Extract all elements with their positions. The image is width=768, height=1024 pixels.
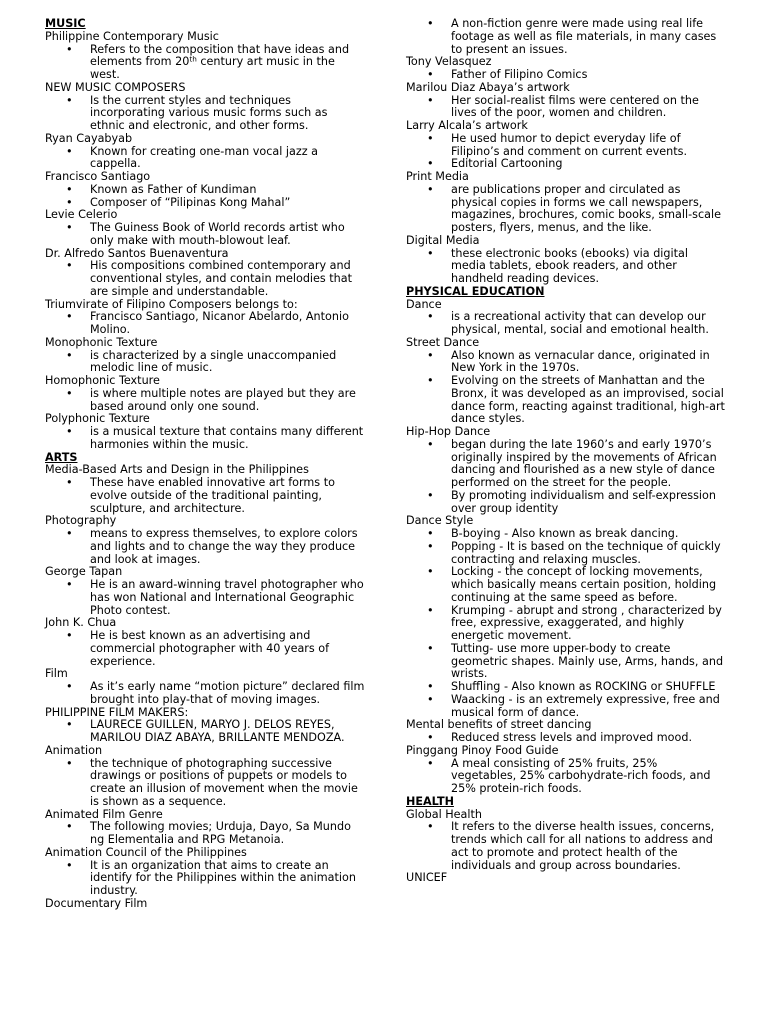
bullet-list: [45, 681, 365, 707]
bullet-item: • the technique of photographing successive drawings or positions of puppets or models to create an illusion of movement when the movie is shown as a sequence.: [45, 758, 365, 809]
bullet-item: • Waacking - is an extremely expressive, free and musical form of dance.: [406, 694, 726, 720]
bullet-item: • A meal consisting of 25% fruits, 25% vegetables, 25% carbohydrate-rich foods, and 25% protein-rich foods.: [406, 758, 726, 796]
bullet-item: • These have enabled innovative art forms to evolve outside of the traditional painting, sculpture, and architecture.: [45, 477, 365, 515]
bullet-item: • B-boying - Also known as break dancing.: [406, 528, 726, 541]
term-media-based-arts-and-design-in-the-philippines: Media-Based Arts and Design in the Philippines: [45, 463, 309, 477]
bullet-item: • means to express themselves, to explore colors and lights and to change the way they produce and look at images.: [45, 528, 365, 566]
bullet-item: • LAURECE GUILLEN, MARYO J. DELOS REYES, MARILOU DIAZ ABAYA, BRILLANTE MENDOZA.: [45, 719, 365, 745]
bullet-item: • Her social-realist films were centered on the lives of the poor, women and children.: [406, 95, 726, 121]
bullet-list: [406, 69, 726, 82]
bullet-item: • The Guiness Book of World records artist who only make with mouth-blowout leaf.: [45, 222, 365, 248]
term-marilou-diaz-abaya-s-artwork: Marilou Diaz Abaya’s artwork: [406, 80, 570, 94]
bullet-item: • is a musical texture that contains many different harmonies within the music.: [45, 426, 365, 452]
term-francisco-santiago: Francisco Santiago: [45, 170, 151, 183]
right-column: [406, 18, 726, 885]
bullet-list: [45, 860, 365, 898]
term-new-music-composers: NEW MUSIC COMPOSERS: [45, 80, 186, 94]
term-john-k-chua: John K. Chua: [45, 616, 117, 630]
bullet-item: • He is an award-winning travel photographer who has won National and International Geographic Photo contest.: [45, 579, 365, 617]
term-polyphonic-texture: Polyphonic Texture: [45, 412, 150, 426]
term-animated-film-genre: Animated Film Genre: [45, 807, 163, 821]
bullet-item: • It refers to the diverse health issues, concerns, trends which call for all nations to address and act to promote and protect health of the individuals and group across boundaries.: [406, 821, 726, 872]
term-levie-celerio: Levie Celerio: [45, 208, 118, 222]
bullet-item: • is where multiple notes are played but they are based around only one sound.: [45, 388, 365, 414]
section-heading-physical-education: PHYSICAL EDUCATION: [406, 284, 545, 298]
bullet-item: • Reduced stress levels and improved mood.: [406, 732, 726, 745]
term-mental-benefits-of-street-dancing: Mental benefits of street dancing: [406, 718, 592, 732]
bullet-item: • Popping - It is based on the technique of quickly contracting and relaxing muscles.: [406, 541, 726, 567]
term-ryan-cayabyab: Ryan Cayabyab: [45, 131, 133, 145]
bullet-item: • is a recreational activity that can develop our physical, mental, social and emotional health.: [406, 311, 726, 337]
term-george-tapan: George Tapan: [45, 565, 123, 579]
bullet-list: [45, 630, 365, 668]
bullet-list: [406, 758, 726, 796]
term-dance-style: Dance Style: [406, 514, 474, 528]
bullet-item: • Shuffling - Also known as ROCKING or SHUFFLE: [406, 681, 726, 694]
bullet-list: [45, 311, 365, 337]
bullet-list: [45, 719, 365, 745]
section-heading-health: HEALTH: [406, 794, 454, 808]
bullet-list: [45, 44, 365, 82]
bullet-item: • Is the current styles and techniques incorporating various music forms such as ethnic and electronic, and other forms.: [45, 95, 365, 133]
bullet-list: [406, 732, 726, 745]
term-hip-hop-dance: Hip-Hop Dance: [406, 425, 491, 438]
bullet-list: [406, 248, 726, 286]
term-larry-alcala-s-artwork: Larry Alcala’s artwork: [406, 119, 528, 132]
bullet-item: • Known for creating one-man vocal jazz a cappella.: [45, 146, 365, 172]
bullet-list: [406, 311, 726, 337]
bullet-list: [45, 477, 365, 515]
term-print-media: Print Media: [406, 170, 469, 183]
bullet-list: [45, 146, 365, 172]
bullet-item: • Editorial Cartooning: [406, 158, 726, 171]
bullet-item: • Father of Filipino Comics: [406, 69, 726, 82]
bullet-item: • Tutting- use more upper-body to create geometric shapes. Mainly use, Arms, hands, and wrists.: [406, 643, 726, 681]
bullet-item: • He is best known as an advertising and commercial photographer with 40 years of experience.: [45, 630, 365, 668]
term-documentary-film: Documentary Film: [45, 896, 148, 910]
term-philippine-contemporary-music: Philippine Contemporary Music: [45, 29, 219, 43]
bullet-list: [406, 18, 726, 56]
bullet-item: • began during the late 1960’s and early 1970’s originally inspired by the movements of African dancing and flourished as a new style of dance performed on the street for the people.: [406, 439, 726, 490]
term-dance: Dance: [406, 297, 442, 311]
bullet-item: • Locking - the concept of locking movements, which basically means certain position, holding continuing at the same speed as before.: [406, 566, 726, 604]
bullet-list: [45, 388, 365, 414]
bullet-list: [45, 426, 365, 452]
bullet-list: [45, 222, 365, 248]
bullet-item: • Krumping - abrupt and strong , characterized by free, expressive, exaggerated, and highly energetic movement.: [406, 605, 726, 643]
term-film: Film: [45, 667, 68, 681]
bullet-item: • It is an organization that aims to create an identify for the Philippines within the animation industry.: [45, 860, 365, 898]
bullet-list: [45, 95, 365, 133]
bullet-list: [406, 821, 726, 872]
bullet-list: [45, 350, 365, 376]
bullet-item: • Refers to the composition that have ideas and elements from 20th century art music in the west.: [45, 44, 365, 82]
bullet-list: [406, 133, 726, 171]
bullet-item: • Evolving on the streets of Manhattan and the Bronx, it was developed as an improvised, social dance form, reacting against traditional, high-art dance styles.: [406, 375, 726, 426]
term-tony-velasquez: Tony Velasquez: [406, 55, 492, 69]
bullet-item: • Composer of “Pilipinas Kong Mahal”: [45, 197, 365, 210]
term-animation-council-of-the-philippines: Animation Council of the Philippines: [45, 845, 247, 859]
bullet-item: • The following movies; Urduja, Dayo, Sa Mundo ng Elementalia and RPG Metanoia.: [45, 821, 365, 847]
term-monophonic-texture: Monophonic Texture: [45, 335, 158, 349]
bullet-list: [45, 579, 365, 617]
bullet-item: • is characterized by a single unaccompanied melodic line of music.: [45, 350, 365, 376]
term-photography: Photography: [45, 514, 117, 528]
bullet-item: • He used humor to depict everyday life of Filipino’s and comment on current events.: [406, 133, 726, 159]
term-dr-alfredo-santos-buenaventura: Dr. Alfredo Santos Buenaventura: [45, 246, 229, 260]
term-street-dance: Street Dance: [406, 335, 480, 349]
bullet-list: [45, 758, 365, 809]
bullet-item: • As it’s early name “motion picture” declared film brought into play-that of moving images.: [45, 681, 365, 707]
term-pinggang-pinoy-food-guide: Pinggang Pinoy Food Guide: [406, 743, 559, 757]
bullet-list: [406, 439, 726, 516]
term-unicef: UNICEF: [406, 871, 448, 885]
bullet-item: • Also known as vernacular dance, originated in New York in the 1970s.: [406, 350, 726, 376]
bullet-item: • these electronic books (ebooks) via digital media tablets, ebook readers, and other handheld reading devices.: [406, 248, 726, 286]
bullet-list: [406, 95, 726, 121]
bullet-item: • Francisco Santiago, Nicanor Abelardo, Antonio Molino.: [45, 311, 365, 337]
bullet-item: • A non-fiction genre were made using real life footage as well as file materials, in many cases to present an issues.: [406, 18, 726, 56]
term-digital-media: Digital Media: [406, 233, 480, 247]
bullet-list: [406, 528, 726, 719]
section-heading-arts: ARTS: [45, 450, 78, 464]
term-triumvirate-of-filipino-composers-belongs-to: Triumvirate of Filipino Composers belongs to:: [45, 297, 298, 311]
bullet-list: [45, 821, 365, 847]
left-column: [45, 18, 365, 911]
term-animation: Animation: [45, 743, 103, 757]
bullet-list: [406, 184, 726, 235]
bullet-item: • By promoting individualism and self-expression over group identity: [406, 490, 726, 516]
bullet-item: • Known as Father of Kundiman: [45, 184, 365, 197]
bullet-list: [45, 184, 365, 210]
bullet-list: [406, 350, 726, 427]
term-philippine-film-makers: PHILIPPINE FILM MAKERS:: [45, 705, 189, 719]
bullet-item: • His compositions combined contemporary and conventional styles, and contain melodies that are simple and understandable.: [45, 260, 365, 298]
bullet-list: [45, 260, 365, 298]
term-global-health: Global Health: [406, 807, 482, 821]
bullet-list: [45, 528, 365, 566]
bullet-item: • are publications proper and circulated as physical copies in forms we call newspapers, magazines, brochures, comic books, small-scale posters, flyers, menus, and the like.: [406, 184, 726, 235]
section-heading-music: MUSIC: [45, 17, 86, 30]
term-homophonic-texture: Homophonic Texture: [45, 374, 160, 387]
